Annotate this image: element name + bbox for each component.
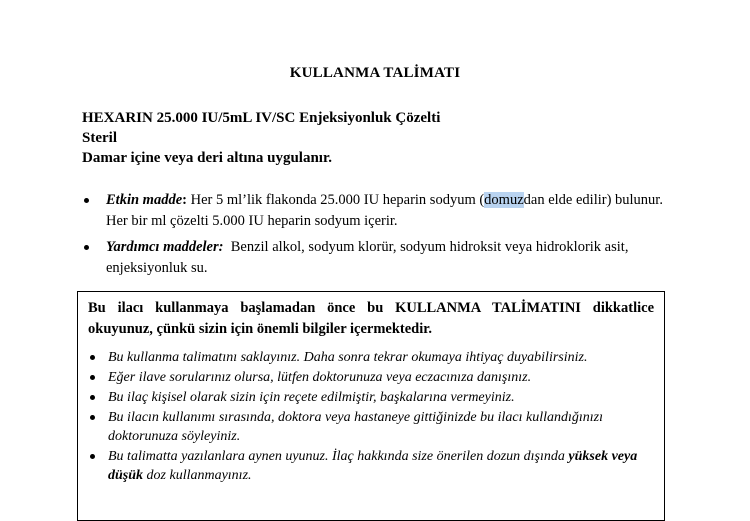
bullet-icon [90, 454, 95, 459]
notice-item [88, 447, 654, 485]
notice-item-text: Bu talimatta yazılanlara aynen uyunuz. İlaç hakkında size önerilen dozun dışında [108, 449, 569, 464]
ingredient-label: Etkin madde [106, 192, 183, 208]
notice-item-text: Eğer ilave sorularınız olursa, lütfen doktorunuza veya eczacınıza danışınız. [108, 370, 532, 385]
ingredient-text: Benzil alkol, sodyum klorür, sodyum hidroksit veya hidroklorik asit, enjeksiyonluk su. [106, 239, 633, 276]
bullet-icon [90, 375, 95, 380]
ingredient-item-excipients [82, 237, 682, 279]
bullet-icon [90, 415, 95, 420]
notice-item [88, 408, 654, 446]
product-name: HEXARIN 25.000 IU/5mL IV/SC Enjeksiyonluk Çözelti [82, 110, 441, 126]
ingredients-list [82, 190, 682, 284]
bullet-icon [84, 245, 89, 250]
notice-box [77, 291, 665, 521]
page-title: KULLANMA TALİMATI [289, 65, 461, 81]
ingredient-item-active [82, 190, 682, 232]
ingredient-text-continued: dan elde edilir) bulunur. Her bir ml çözelti 5.000 IU heparin sodyum içerir. [106, 192, 663, 229]
text-selection-highlight[interactable]: domuz [484, 192, 524, 208]
notice-emphasis: yüksek [568, 449, 609, 464]
bullet-icon [90, 395, 95, 400]
notice-heading: Bu ilacı kullanmaya başlamadan önce bu KULLANMA TALİMATINI dikkatlice okuyunuz, çünkü sizin için önemli bilgiler içermektedir. [88, 300, 654, 337]
ingredient-text: Her 5 ml’lik flakonda 25.000 IU heparin sodyum ( [186, 192, 485, 208]
notice-list [88, 348, 654, 485]
notice-item [88, 348, 654, 367]
ingredient-label: Yardımcı maddeler: [106, 239, 224, 255]
product-route: Damar içine veya deri altına uygulanır. [82, 150, 333, 166]
notice-item [88, 368, 654, 387]
notice-item [88, 388, 654, 407]
product-header [82, 108, 440, 168]
product-sterile: Steril [82, 130, 117, 146]
ingredient-separator: : [182, 192, 187, 208]
bullet-icon [84, 198, 89, 203]
notice-emphasis: veya düşük [108, 449, 638, 483]
notice-item-text: doz kullanmayınız. [143, 468, 252, 483]
notice-item-text: Bu ilaç kişisel olarak sizin için reçete edilmiştir, başkalarına vermeyiniz. [108, 390, 515, 405]
notice-item-text: Bu kullanma talimatını saklayınız. Daha sonra tekrar okumaya ihtiyaç duyabilirsiniz. [108, 350, 588, 365]
bullet-icon [90, 355, 95, 360]
notice-item-text: Bu ilacın kullanımı sırasında, doktora veya hastaneye gittiğinizde bu ilacı kullandığınızı doktorunuza söyleyiniz. [108, 410, 603, 444]
